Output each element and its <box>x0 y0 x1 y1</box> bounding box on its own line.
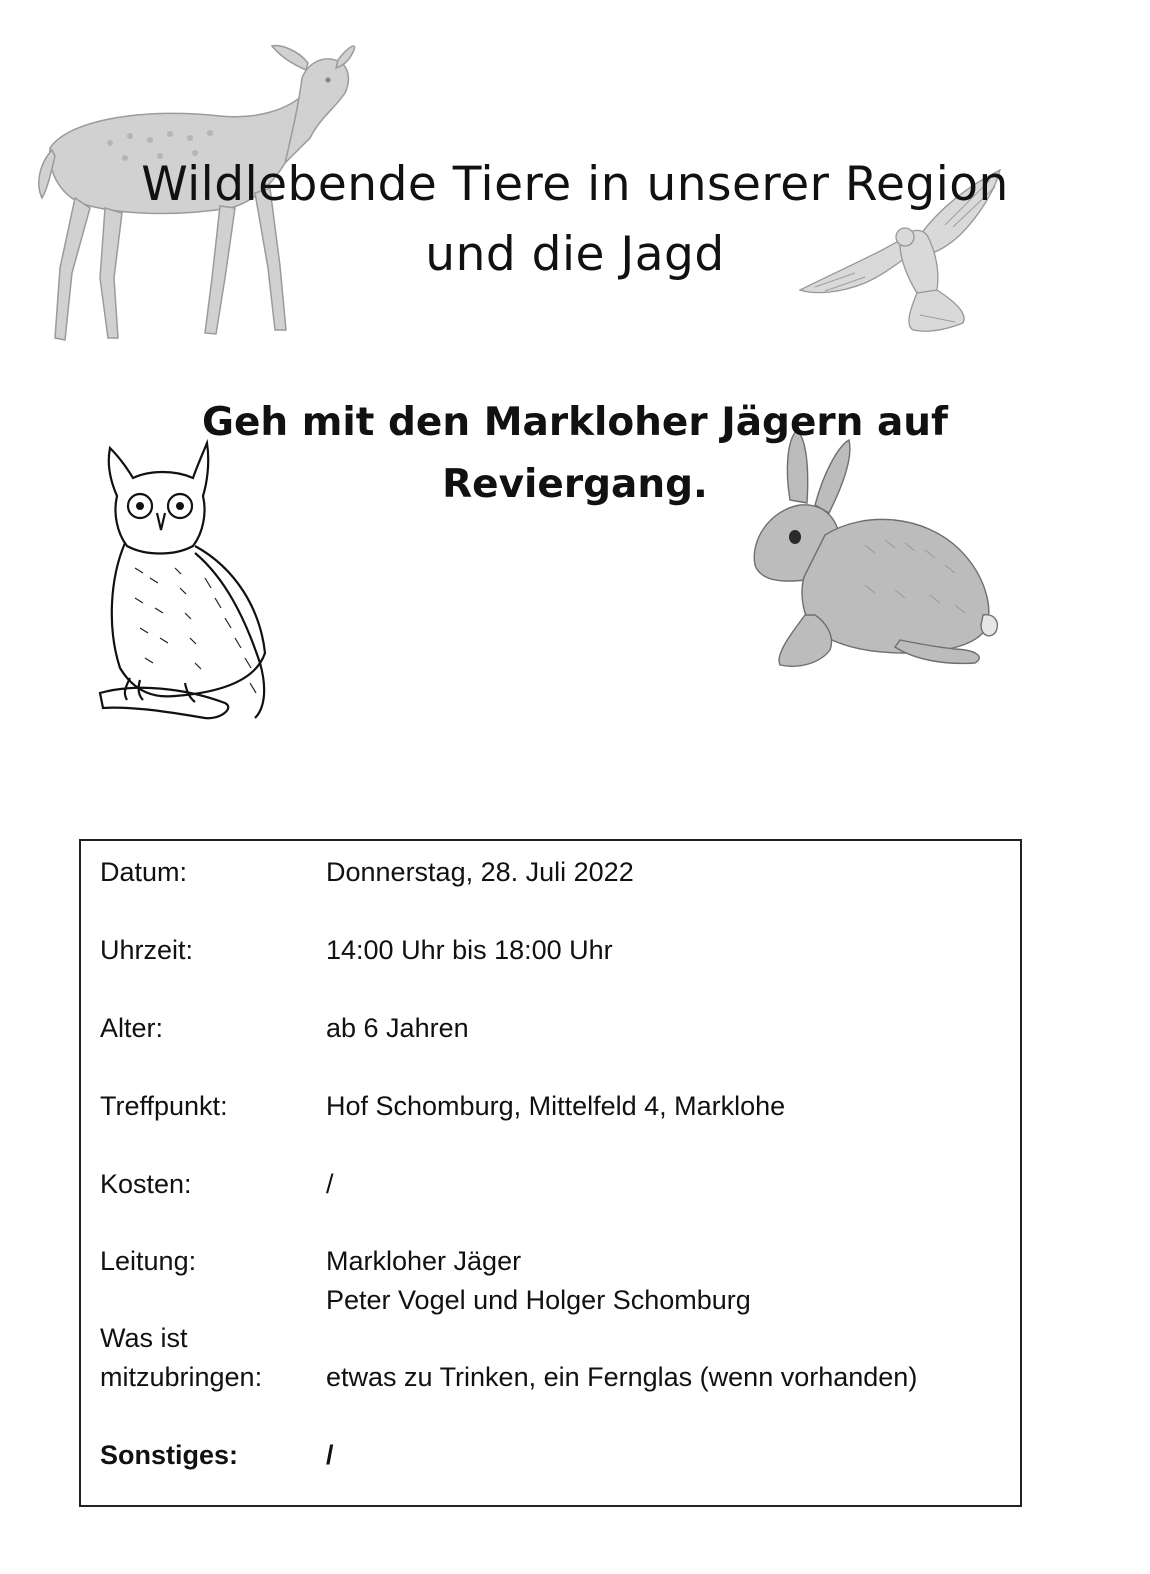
detail-label: Datum: <box>100 857 188 887</box>
detail-value: 14:00 Uhr bis 18:00 Uhr <box>326 935 613 965</box>
detail-label: Uhrzeit: <box>100 935 194 965</box>
detail-label: Kosten: <box>100 1169 192 1199</box>
detail-label: Leitung: <box>100 1246 197 1276</box>
detail-label-line-2: mitzubringen: <box>100 1362 263 1392</box>
detail-label: Treffpunkt: <box>100 1091 228 1121</box>
detail-value: etwas zu Trinken, ein Fernglas (wenn vorhanden) <box>326 1362 918 1392</box>
flyer-title <box>0 150 1150 290</box>
detail-label: Alter: <box>100 1013 164 1043</box>
title-line-2: und die Jagd <box>425 227 725 282</box>
detail-label-line-1: Was ist <box>100 1323 188 1353</box>
detail-value: / <box>326 1169 334 1199</box>
flyer-subtitle <box>0 392 1150 516</box>
title-line-1: Wildlebende Tiere in unserer Region <box>141 157 1009 212</box>
detail-value-line-1: Markloher Jäger <box>326 1246 522 1276</box>
subtitle-line-2: Reviergang. <box>442 462 708 507</box>
detail-label: Sonstiges: <box>100 1440 239 1470</box>
detail-value: ab 6 Jahren <box>326 1013 469 1043</box>
detail-value: Donnerstag, 28. Juli 2022 <box>326 857 634 887</box>
event-details-box <box>79 839 1022 1507</box>
detail-value: Hof Schomburg, Mittelfeld 4, Marklohe <box>326 1091 786 1121</box>
subtitle-line-1: Geh mit den Markloher Jägern auf <box>201 400 949 445</box>
detail-value-line-2: Peter Vogel und Holger Schomburg <box>326 1285 751 1315</box>
detail-value: / <box>326 1440 334 1470</box>
